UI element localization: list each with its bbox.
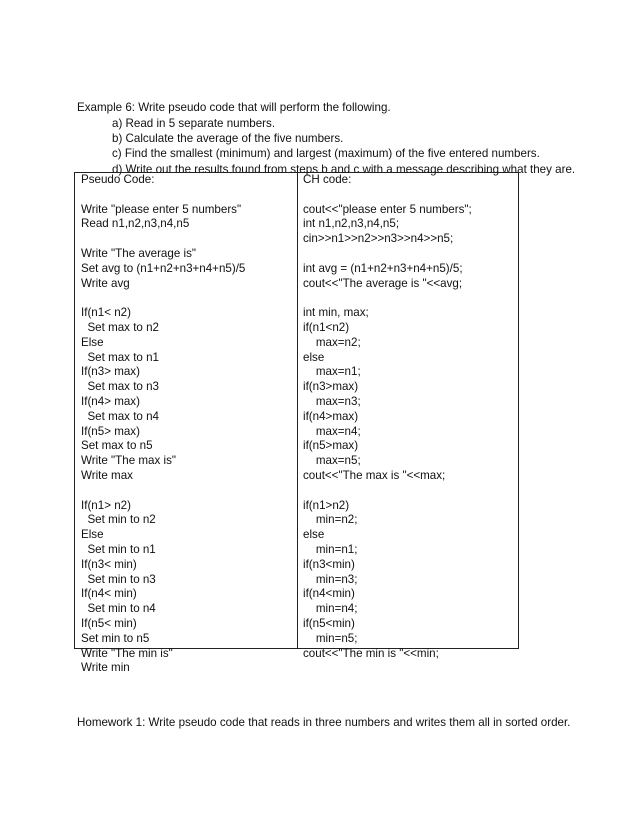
column-divider bbox=[297, 173, 298, 648]
pseudo-code-line: Else bbox=[81, 528, 104, 542]
pseudo-code-line: If(n5> max) bbox=[81, 424, 140, 438]
pseudo-code-line: Write "The min is" bbox=[81, 646, 173, 660]
pseudo-code-line: Set max to n2 bbox=[81, 320, 159, 334]
ch-code-line: int min, max; bbox=[303, 306, 369, 320]
ch-code-column bbox=[303, 173, 472, 676]
code-table bbox=[74, 172, 519, 675]
ch-code-line: min=n3; bbox=[303, 572, 358, 586]
pseudo-code-line: Set max to n1 bbox=[81, 350, 159, 364]
pseudo-code-line: Set min to n1 bbox=[81, 542, 156, 556]
pseudo-code-line: If(n3< min) bbox=[81, 557, 137, 571]
ch-code-line: else bbox=[303, 528, 325, 542]
ch-code-line: min=n4; bbox=[303, 602, 358, 616]
ch-code-line: max=n4; bbox=[303, 424, 361, 438]
task-item: b) Calculate the average of the five numbers. bbox=[112, 132, 344, 146]
pseudo-code-line: Write max bbox=[81, 468, 133, 482]
pseudo-code-line bbox=[81, 232, 245, 247]
ch-code-line: max=n2; bbox=[303, 335, 361, 349]
pseudo-code-line: Set max to n5 bbox=[81, 439, 153, 453]
pseudo-code-line: Set min to n4 bbox=[81, 602, 156, 616]
ch-code-line: if(n4>max) bbox=[303, 409, 359, 423]
ch-code-line bbox=[303, 661, 472, 676]
pseudo-code-line: Write min bbox=[81, 661, 130, 675]
ch-code-line: if(n5>max) bbox=[303, 439, 359, 453]
ch-code-line: if(n1<n2) bbox=[303, 320, 350, 334]
pseudo-code-line: Set max to n4 bbox=[81, 409, 159, 423]
pseudo-code-line: Set min to n3 bbox=[81, 572, 156, 586]
ch-code-line bbox=[303, 291, 472, 306]
example-heading: Example 6: Write pseudo code that will perform the following. bbox=[77, 101, 391, 114]
pseudo-code-line bbox=[81, 188, 245, 203]
ch-code-line: int n1,n2,n3,n4,n5; bbox=[303, 217, 400, 231]
pseudo-code-column bbox=[81, 173, 245, 676]
pseudo-code-line: Else bbox=[81, 335, 104, 349]
pseudo-code-line: If(n3> max) bbox=[81, 365, 140, 379]
ch-code-line: int avg = (n1+n2+n3+n4+n5)/5; bbox=[303, 261, 463, 275]
ch-code-line: max=n1; bbox=[303, 365, 361, 379]
ch-code-line: cout<<"The max is "<<max; bbox=[303, 468, 446, 482]
pseudo-code-line: If(n1< n2) bbox=[81, 306, 131, 320]
pseudo-code-line: Set min to n2 bbox=[81, 513, 156, 527]
pseudo-code-line: If(n4< min) bbox=[81, 587, 137, 601]
pseudo-code-line: If(n4> max) bbox=[81, 394, 140, 408]
task-item: a) Read in 5 separate numbers. bbox=[112, 117, 276, 130]
pseudo-code-line: If(n1> n2) bbox=[81, 498, 131, 512]
ch-code-line: min=n2; bbox=[303, 513, 358, 527]
pseudo-code-line: Set avg to (n1+n2+n3+n4+n5)/5 bbox=[81, 261, 246, 275]
ch-code-line: cout<<"The average is "<<avg; bbox=[303, 276, 463, 290]
ch-code-line bbox=[303, 188, 472, 203]
pseudo-code-line: Write "The average is" bbox=[81, 246, 196, 260]
pseudo-code-line bbox=[81, 484, 245, 499]
homework-text: Homework 1: Write pseudo code that reads in three numbers and writes them all in sorted order. bbox=[77, 716, 571, 729]
pseudo-code-line: If(n5< min) bbox=[81, 616, 137, 630]
ch-code-line bbox=[303, 247, 472, 262]
ch-code-line: cout<<"please enter 5 numbers"; bbox=[303, 202, 472, 216]
ch-code-header: CH code: bbox=[303, 173, 352, 186]
ch-code-line: cin>>n1>>n2>>n3>>n4>>n5; bbox=[303, 232, 454, 246]
task-list bbox=[112, 116, 575, 177]
ch-code-line: max=n3; bbox=[303, 394, 361, 408]
pseudo-code-line bbox=[81, 291, 245, 306]
pseudo-code-line: Read n1,n2,n3,n4,n5 bbox=[81, 217, 190, 231]
pseudo-code-line: Write avg bbox=[81, 276, 130, 290]
ch-code-line: if(n3<min) bbox=[303, 557, 355, 571]
task-item: c) Find the smallest (minimum) and largest (maximum) of the five entered numbers. bbox=[112, 147, 540, 161]
ch-code-line: cout<<"The min is "<<min; bbox=[303, 646, 439, 660]
ch-code-line: if(n3>max) bbox=[303, 380, 359, 394]
ch-code-line: if(n4<min) bbox=[303, 587, 355, 601]
pseudo-code-line: Write "please enter 5 numbers" bbox=[81, 202, 242, 216]
pseudo-code-line: Write "The max is" bbox=[81, 454, 176, 468]
ch-code-line: min=n1; bbox=[303, 542, 358, 556]
task-item: d) Write out the results found from steps b and c with a message describing what they are. bbox=[112, 162, 576, 176]
ch-code-line: max=n5; bbox=[303, 454, 361, 468]
pseudo-code-line: Set min to n5 bbox=[81, 631, 150, 645]
pseudo-code-line: Set max to n3 bbox=[81, 380, 159, 394]
ch-code-line: min=n5; bbox=[303, 631, 358, 645]
ch-code-line: if(n1>n2) bbox=[303, 498, 350, 512]
ch-code-line: else bbox=[303, 350, 325, 364]
ch-code-line: if(n5<min) bbox=[303, 616, 355, 630]
ch-code-line bbox=[303, 484, 472, 499]
pseudo-code-header: Pseudo Code: bbox=[81, 173, 155, 186]
